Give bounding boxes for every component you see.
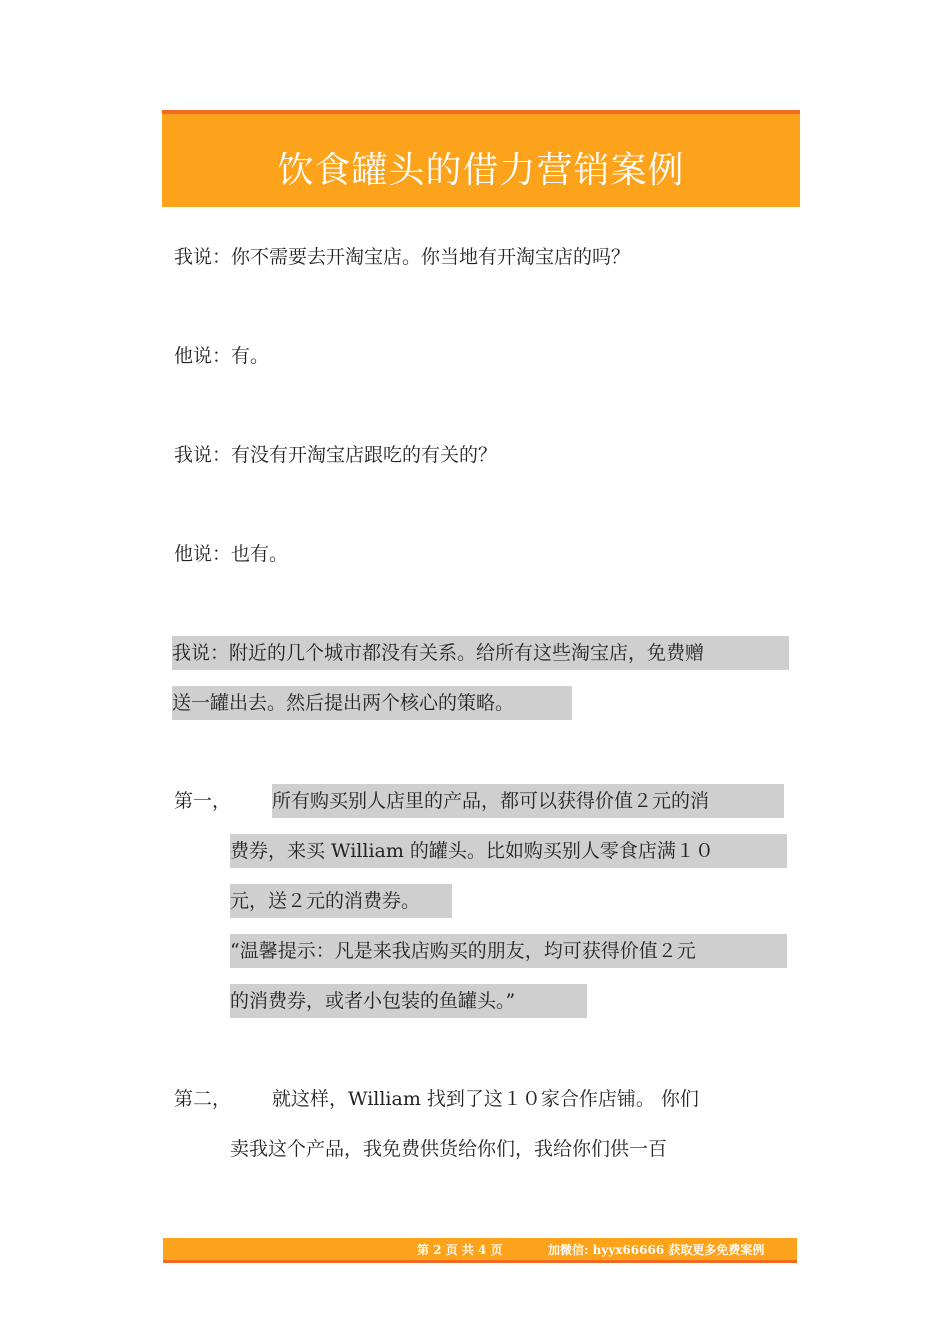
paragraph-5-line-1: 我说：附近的几个城市都没有关系。给所有这些淘宝店，免费赠 [172, 636, 789, 670]
first-point-line-4: “温馨提示：凡是来我店购买的朋友，均可获得价值２元 [230, 934, 787, 968]
first-point-label: 第一， [174, 790, 232, 812]
first-point-line-5: 的消费券，或者小包装的鱼罐头。” [230, 984, 587, 1018]
paragraph-5-line-2: 送一罐出去。然后提出两个核心的策略。 [172, 686, 572, 720]
footer-bar [163, 1238, 797, 1263]
document-title: 饮食罐头的借力营销案例 [277, 150, 685, 191]
paragraph-4: 他说：也有。 [174, 543, 289, 565]
first-point-line-1: 所有购买别人店里的产品，都可以获得价值２元的消 [272, 784, 784, 818]
footer-promo: 加微信: hyyx66666 获取更多免费案例 [548, 1243, 765, 1257]
second-point-line-1: 就这样，William 找到了这１０家合作店铺。 你们 [272, 1088, 699, 1110]
paragraph-2: 他说：有。 [174, 345, 270, 367]
title-banner [162, 110, 800, 207]
first-point-line-3: 元，送２元的消费券。 [230, 884, 452, 918]
first-point-line-2: 费券，来买 William 的罐头。比如购买别人零食店满１０ [230, 834, 787, 868]
second-point-line-2: 卖我这个产品，我免费供货给你们，我给你们供一百 [230, 1138, 668, 1160]
paragraph-1: 我说：你不需要去开淘宝店。你当地有开淘宝店的吗？ [174, 246, 631, 268]
page-indicator: 第 2 页 共 4 页 [417, 1243, 503, 1257]
paragraph-3: 我说：有没有开淘宝店跟吃的有关的？ [174, 444, 498, 466]
second-point-label: 第二， [174, 1088, 232, 1110]
